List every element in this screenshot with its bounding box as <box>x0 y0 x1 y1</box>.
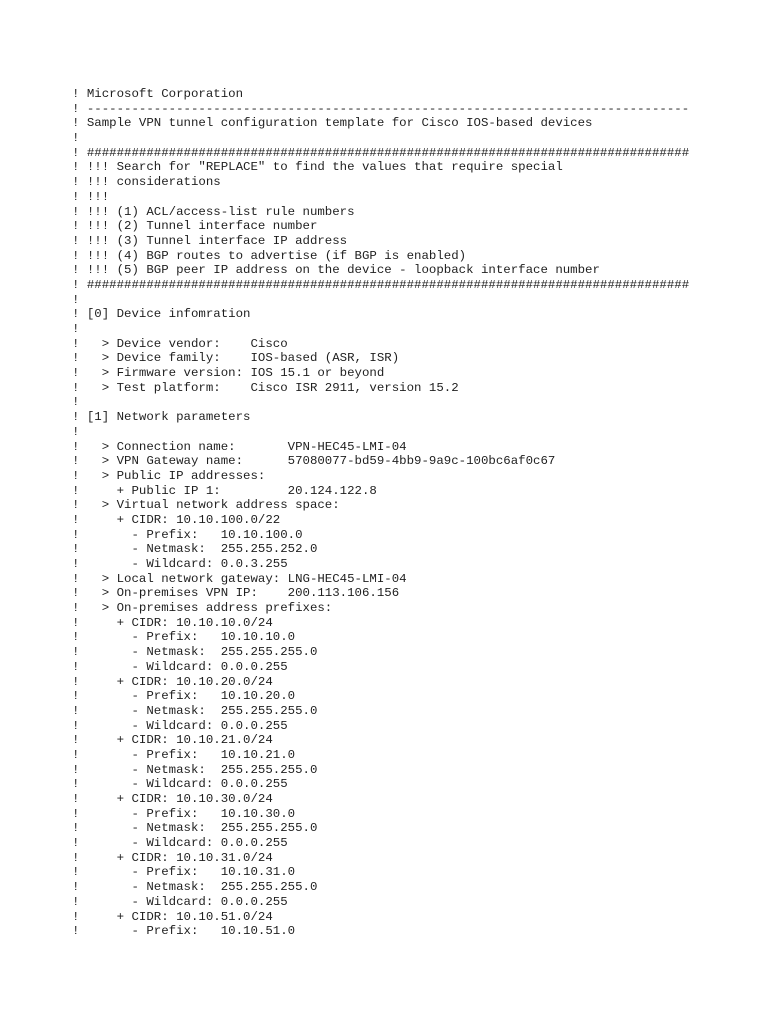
config-line: ! - Prefix: 10.10.31.0 <box>72 865 296 880</box>
config-line: ! > Firmware version: IOS 15.1 or beyond <box>72 366 385 381</box>
config-line: ! > Virtual network address space: <box>72 498 340 513</box>
config-line: ! ################################################################################# <box>72 277 690 292</box>
config-line: ! - Prefix: 10.10.10.0 <box>72 630 296 645</box>
config-line: ! <box>72 292 80 307</box>
config-line: ! + CIDR: 10.10.100.0/22 <box>72 512 281 527</box>
config-line: ! + CIDR: 10.10.21.0/24 <box>72 733 273 748</box>
config-line: ! - Wildcard: 0.0.3.255 <box>72 557 288 571</box>
config-line: ! > Device vendor: Cisco <box>72 336 288 351</box>
config-line: ! + CIDR: 10.10.31.0/24 <box>72 850 273 865</box>
config-line: ! - Netmask: 255.255.255.0 <box>72 821 318 836</box>
config-line: ! <box>72 131 80 146</box>
config-line: ! !!! (5) BGP peer IP address on the device - loopback interface number <box>72 263 600 278</box>
config-line: ! + CIDR: 10.10.30.0/24 <box>72 792 273 806</box>
config-line: ! Microsoft Corporation <box>72 87 244 101</box>
config-line: ! - Netmask: 255.255.252.0 <box>72 542 318 557</box>
config-line: ! + CIDR: 10.10.10.0/24 <box>72 615 273 630</box>
config-line: ! <box>72 424 80 439</box>
config-line: ! !!! (1) ACL/access-list rule numbers <box>72 204 355 219</box>
config-line: ! + CIDR: 10.10.20.0/24 <box>72 674 273 689</box>
config-line: ! - Prefix: 10.10.30.0 <box>72 806 296 821</box>
config-line: ! - Prefix: 10.10.51.0 <box>72 924 296 939</box>
config-line: ! - Wildcard: 0.0.0.255 <box>72 894 288 909</box>
config-line: ! - Netmask: 255.255.255.0 <box>72 762 318 777</box>
config-line: ! --------------------------------------------------------------------------------- <box>72 101 690 116</box>
config-line: ! - Prefix: 10.10.21.0 <box>72 747 296 762</box>
config-line: ! !!! considerations <box>72 175 221 190</box>
config-line: ! - Netmask: 255.255.255.0 <box>72 703 318 718</box>
config-line: ! > Device family: IOS-based (ASR, ISR) <box>72 351 400 366</box>
config-line: ! - Netmask: 255.255.255.0 <box>72 880 318 895</box>
config-line: ! > Connection name: VPN-HEC45-LMI-04 <box>72 439 407 454</box>
config-line: ! + CIDR: 10.10.51.0/24 <box>72 909 273 924</box>
config-line: ! > Public IP addresses: <box>72 468 266 483</box>
config-line: ! - Wildcard: 0.0.0.255 <box>72 836 288 851</box>
config-line: ! [0] Device infomration <box>72 307 251 322</box>
config-document <box>72 87 692 939</box>
config-line: ! - Wildcard: 0.0.0.255 <box>72 659 288 674</box>
config-line: ! - Netmask: 255.255.255.0 <box>72 645 318 660</box>
config-line: ! - Wildcard: 0.0.0.255 <box>72 718 288 733</box>
config-line: ! <box>72 322 80 336</box>
config-line: ! Sample VPN tunnel configuration template for Cisco IOS-based devices <box>72 116 593 131</box>
config-line: ! - Wildcard: 0.0.0.255 <box>72 777 288 792</box>
config-line: ! !!! <box>72 189 110 204</box>
config-line: ! > Local network gateway: LNG-HEC45-LMI-04 <box>72 571 407 586</box>
config-line: ! [1] Network parameters <box>72 410 251 425</box>
config-line: ! > Test platform: Cisco ISR 2911, version 15.2 <box>72 380 459 395</box>
config-line: ! - Prefix: 10.10.100.0 <box>72 527 303 542</box>
config-line: ! - Prefix: 10.10.20.0 <box>72 689 296 704</box>
config-line: ! !!! Search for "REPLACE" to find the values that require special <box>72 160 563 175</box>
config-line: ! !!! (2) Tunnel interface number <box>72 219 318 234</box>
config-line: ! > VPN Gateway name: 57080077-bd59-4bb9-9a9c-100bc6af0c67 <box>72 454 556 469</box>
config-line: ! !!! (4) BGP routes to advertise (if BGP is enabled) <box>72 248 467 263</box>
config-line: ! + Public IP 1: 20.124.122.8 <box>72 483 377 498</box>
config-line: ! <box>72 395 80 410</box>
config-line: ! > On-premises address prefixes: <box>72 601 333 616</box>
config-line: ! !!! (3) Tunnel interface IP address <box>72 233 348 248</box>
config-line: ! ################################################################################# <box>72 145 690 160</box>
config-line: ! > On-premises VPN IP: 200.113.106.156 <box>72 586 400 601</box>
